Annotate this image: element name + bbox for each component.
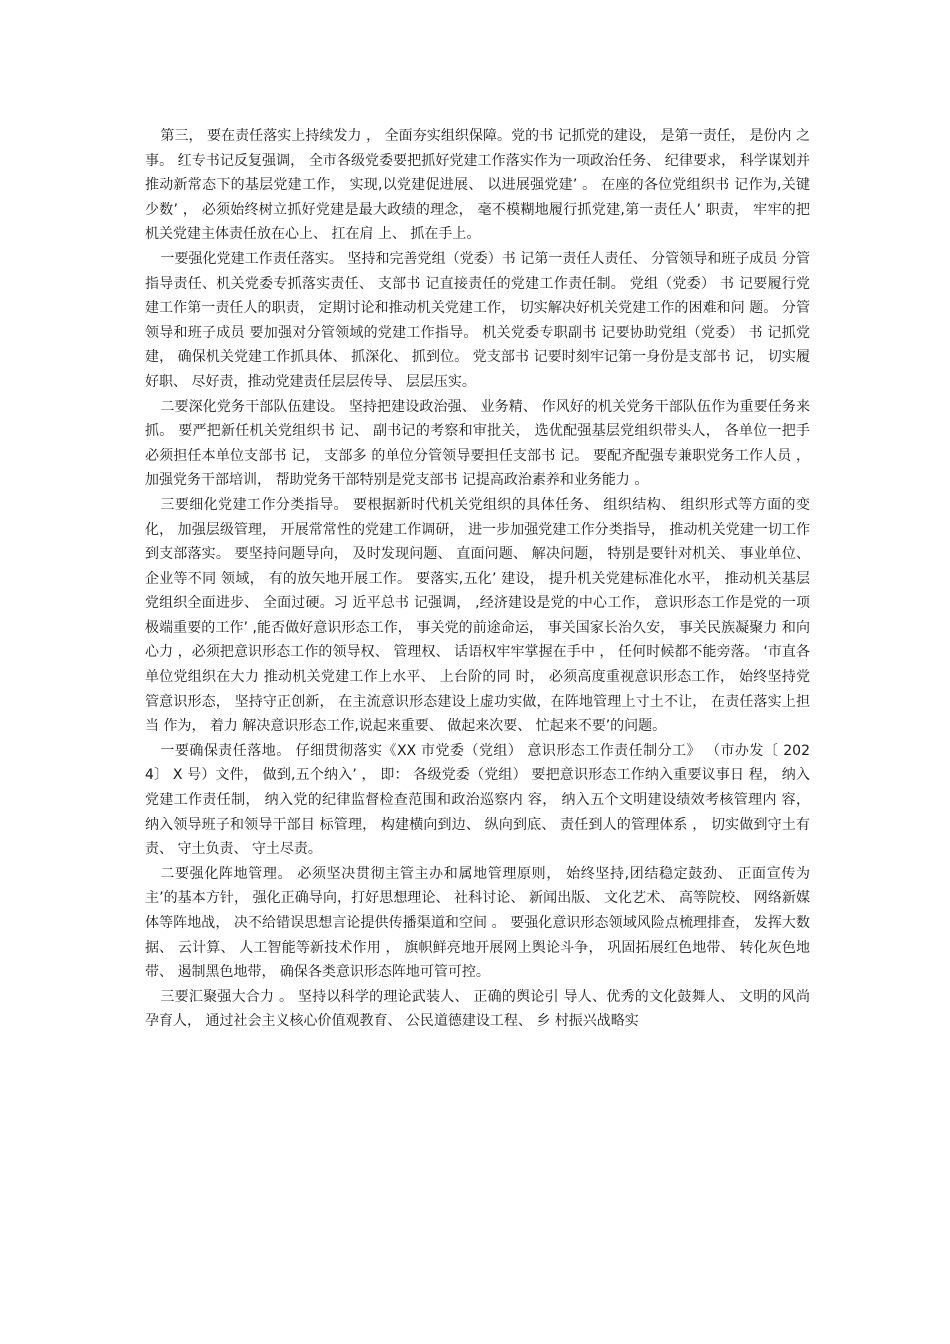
paragraph-1: 第三， 要在责任落实上持续发力 ， 全面夯实组织保障。党的书 记抓党的建设， 是第一责任， 是份内 之事。 红专书记反复强调， 全市各级党委要把抓好党建工作落实作为一项政治任务、 纪律要求， 科学谋划并推动新常态下的基层党建工作， 实现,以党建促进展、 以进展强党建’ 。 在座的各位党组织书 记作为,关键少数’ ， 必须始终树立抓好党建是最大政绩的理念， 毫不模糊地履行抓党建,第一责任人’ 职责， 牢牢的把机关党建主体责任放在心上、 扛在肩 上、 抓在手上。 — [145, 128, 810, 243]
paragraph-2: 一要强化党建工作责任落实。 坚持和完善党组（党委）书 记第一责任人责任、 分管领导和班子成员 分管指导责任、机关党委专抓落实责任、 支部书 记直接责任的党建工作责任制。 党组（党委） 书 记要履行党建工作第一责任人的职责， 定期讨论和推动机关党建工作， 切实解决好机关党建工作的困难和问 题。 分管领导和班子成员 要加强对分管领域的党建工作指导。 机关党委专职副书 记要协助党组（党委） 书 记抓党建， 确保机关党建工作抓具体、 抓深化、 抓到位。 党支部书 记要时刻牢记第一身份是支部书 记， 切实履好职、 尽好责，推动党建责任层层传导、 层层压实。 — [145, 250, 810, 390]
paragraph-5: 一要确保责任落地。 仔细贯彻落实《XX 市党委（党组） 意识形态工作责任制分工》 （市办发〔 2024〕 X 号）文件， 做到,五个纳入’ ， 即： 各级党委（党组） 要把意识形态工作纳入重要议事日 程， 纳入党建工作责任制， 纳入党的纪律监督检查范围和政治巡察内 容， 纳入五个文明建设绩效考核管理内 容， 纳入领导班子和领导干部目 标管理， 构建横向到边、 纵向到底、 责任到人的管理体系 ， 切实做到守土有责、 守土负责、 守土尽责。 — [145, 742, 810, 858]
paragraph-4: 三要细化党建工作分类指导。 要根据新时代机关党组织的具体任务、 组织结构、 组织形式等方面的变化， 加强层级管理， 开展常常性的党建工作调研， 进一步加强党建工作分类指导， 推动机关党建一切工作到支部落实。 要坚持问题导向， 及时发现问题、 直面问题、 解决问题， 特别是要针对机关、 事业单位、 企业等不同 领域， 有的放矢地开展工作。 要落实,五化’ 建设， 提升机关党建标准化水平， 推动机关基层党组织全面进步、 全面过硬。习 近平总书 记强调， ,经济建设是党的中心工作， 意识形态工作是党的一项极端重要的工作’ ,能否做好意识形态工作， 事关党的前途命运， 事关国家长治久安， 事关民族凝聚力 和向心力 ，必须把意识形态工作的领导权、 管理权、 话语权牢牢掌握在手中 ， 任何时候都不能旁落。 ‘市直各单位党组织在大力 推动机关党建工作上水平、 上台阶的同 时， 必须高度重视意识形态工作， 始终坚持党管意识形态， 坚持守正创新， 在主流意识形态建设上虚功实做，在阵地管理上寸土不让， 在责任落实上担当 作为， 着力 解决意识形态工作,说起来重要、 做起来次要、 忙起来不要’的问题。 — [145, 496, 810, 735]
paragraph-3: 二要深化党务干部队伍建设。 坚持把建设政治强、 业务精、 作风好的机关党务干部队伍作为重要任务来抓。 要严把新任机关党组织书 记、 副书记的考察和审批关， 选优配强基层党组织带头人， 各单位一把手必须担任本单位支部书 记， 支部多 的单位分管领导要担任支部书 记。 要配齐配强专兼职党务工作人员 ， 加强党务干部培训， 帮助党务干部特别是党支部书 记提高政治素养和业务能力 。 — [145, 398, 810, 489]
document-body — [145, 124, 810, 1034]
paragraph-6: 二要强化阵地管理。 必须坚决贯彻主管主办和属地管理原则， 始终坚持,团结稳定鼓劲、 正面宣传为主’的基本方针， 强化正确导向，打好思想理论、 社科讨论、 新闻出版、 文化艺术、 高等院校、 网络新媒体等阵地战， 决不给错误思想言论提供传播渠道和空间 。 要强化意识形态领域风险点梳理排查， 发挥大数据、 云计算、 人工智能等新技术作用 ， 旗帜鲜亮地开展网上舆论斗争， 巩固拓展红色地带、 转化灰色地带、 遏制黑色地带， 确保各类意识形态阵地可管可控。 — [145, 865, 810, 981]
paragraph-7: 三要汇聚强大合力 。 坚持以科学的理论武装人、 正确的舆论引 导人、优秀的文化鼓舞人、 文明的风尚孕育人， 通过社会主义核心价值观教育、 公民道德建设工程、 乡 村振兴战略实 — [145, 988, 810, 1030]
